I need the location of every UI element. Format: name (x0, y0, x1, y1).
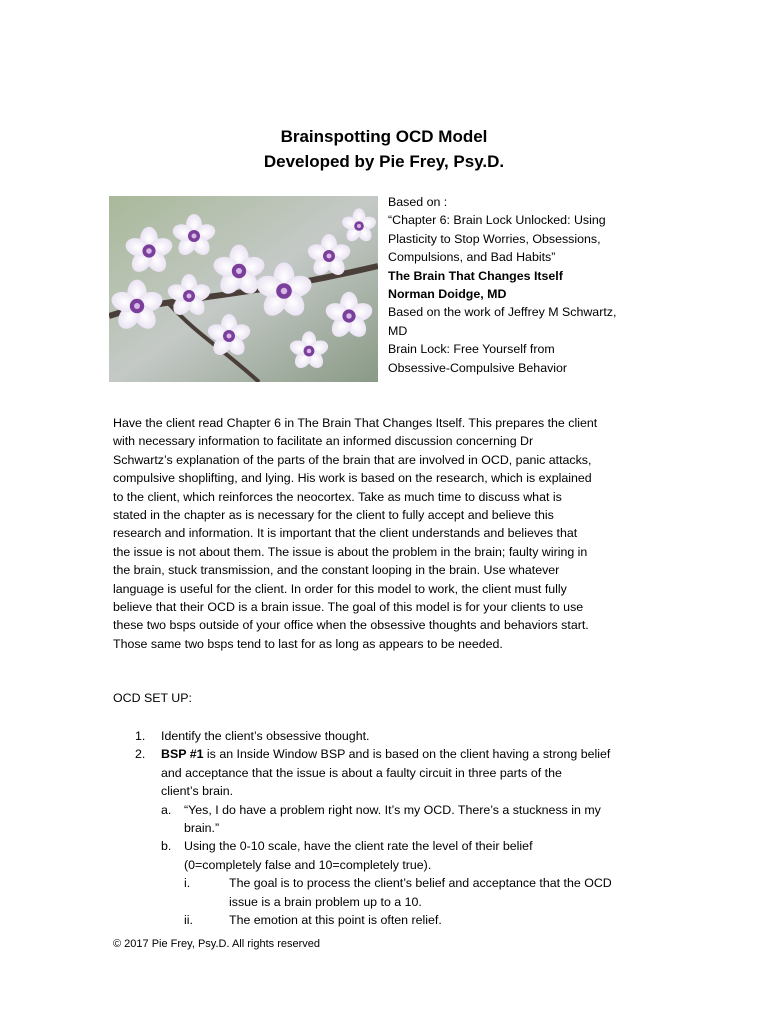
paragraph-line: the issue is not about them. The issue is about the problem in the brain; faulty wiring in (113, 544, 588, 559)
title-line-2: Developed by Pie Frey, Psy.D. (263, 152, 505, 171)
based-line: Obsessive-Compulsive Behavior (388, 360, 568, 375)
paragraph-line: believe that their OCD is a brain issue. The goal of this model is for your clients to use (113, 600, 584, 615)
based-line: “Chapter 6: Brain Lock Unlocked: Using (388, 213, 606, 228)
list-text: issue is a brain problem up to a 10. (229, 894, 422, 909)
list-text: The emotion at this point is often relief. (229, 913, 442, 928)
list-item (113, 727, 673, 745)
paragraph-line: compulsive shoplifting, and lying. His work is based on the research, which is explained (113, 471, 592, 486)
paragraph-line: to the client, which reinforces the neocortex. Take as much time to discuss what is (113, 489, 562, 504)
based-line: Plasticity to Stop Worries, Obsessions, (388, 231, 601, 246)
list-marker: i. (184, 876, 191, 891)
list-text: “Yes, I do have a problem right now. It’s my OCD. There’s a stuckness in my (184, 802, 601, 817)
paragraph-line: Schwartz’s explanation of the parts of the brain that are involved in OCD, panic attacks, (113, 452, 592, 467)
list-text: Identify the client’s obsessive thought. (161, 729, 370, 743)
based-line: MD (388, 323, 408, 338)
list-text: brain.” (184, 821, 220, 836)
paragraph-line: research and information. It is important that the client understands and believes that (113, 526, 578, 541)
sub-item (113, 801, 673, 819)
list-marker: b. (161, 839, 172, 854)
copyright-footer: © 2017 Pie Frey, Psy.D. All rights reserved (113, 938, 320, 950)
setup-list (113, 727, 673, 929)
based-line: Based on : (388, 195, 448, 209)
sub-item (113, 837, 673, 855)
list-text: and acceptance that the issue is about a faulty circuit in three parts of the (161, 765, 562, 780)
list-text: Using the 0-10 scale, have the client rate the level of their belief (184, 839, 533, 854)
sub-sub-item-continuation (113, 893, 673, 911)
intro-paragraph (113, 414, 663, 653)
list-marker: a. (161, 802, 172, 817)
document-title (0, 124, 768, 174)
paragraph-line: stated in the chapter as is necessary for the client to fully accept and believe this (113, 508, 554, 523)
paragraph-line: Those same two bsps tend to last for as long as appears to be needed. (113, 636, 503, 651)
setup-heading: OCD SET UP: (113, 691, 192, 705)
based-line: Compulsions, and Bad Habits” (388, 250, 556, 265)
sub-item-continuation (113, 819, 673, 837)
list-item-continuation (113, 764, 673, 782)
list-text: The goal is to process the client’s belief and acceptance that the OCD (229, 876, 612, 891)
list-text: is an Inside Window BSP and is based on the client having a strong belief (203, 747, 611, 762)
paragraph-line: these two bsps outside of your office when the obsessive thoughts and behaviors start. (113, 618, 589, 633)
list-text: client’s brain. (161, 784, 234, 799)
paragraph-line: Have the client read Chapter 6 in The Brain That Changes Itself. This prepares the client (113, 416, 598, 430)
based-on-block (388, 193, 668, 377)
based-line: Brain Lock: Free Yourself from (388, 342, 555, 357)
list-marker: 2. (135, 747, 146, 762)
paragraph-line: the brain, stuck transmission, and the constant looping in the brain. Use whatever (113, 563, 560, 578)
list-marker: 1. (135, 729, 146, 743)
list-item-continuation (113, 782, 673, 800)
paragraph-line: language is useful for the client. In order for this model to work, the client must fully (113, 581, 567, 596)
based-line: Based on the work of Jeffrey M Schwartz, (388, 305, 617, 320)
list-item (113, 745, 673, 763)
paragraph-line: with necessary information to facilitate an informed discussion concerning Dr (113, 434, 534, 449)
sub-item-continuation (113, 856, 673, 874)
bsp-label: BSP #1 (161, 747, 204, 762)
title-line-1: Brainspotting OCD Model (280, 127, 488, 146)
sub-sub-item (113, 911, 673, 929)
sub-sub-item (113, 874, 673, 892)
cherry-blossom-photo (109, 196, 378, 382)
book-title: The Brain That Changes Itself (388, 268, 563, 283)
list-marker: ii. (184, 913, 193, 928)
book-author: Norman Doidge, MD (388, 287, 507, 302)
list-text: (0=completely false and 10=completely true). (184, 857, 432, 872)
